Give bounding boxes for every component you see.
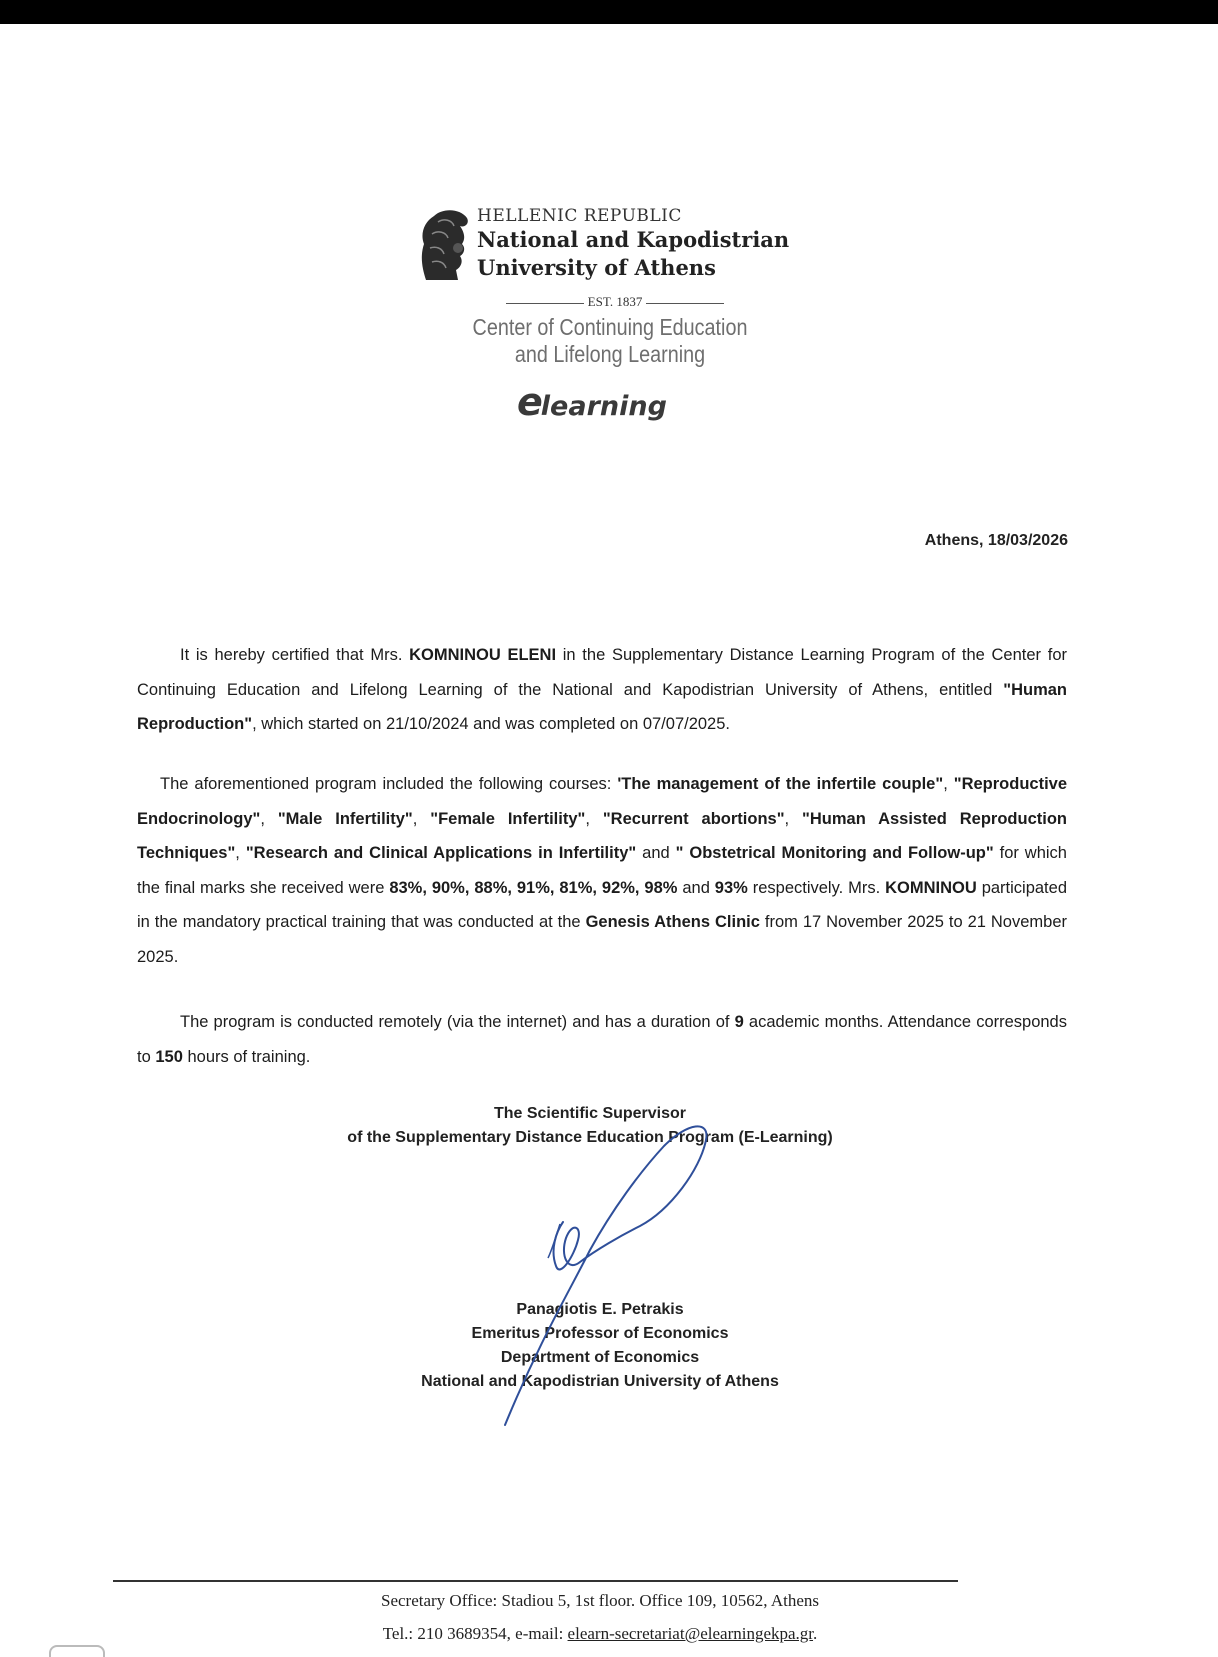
divider — [506, 303, 584, 304]
athena-emblem-icon — [420, 208, 472, 282]
recipient-name: KOMNINOU ELENI — [409, 646, 557, 664]
signer-block — [360, 1298, 840, 1394]
footer-contact — [250, 1617, 950, 1650]
center-name-line1: Center of Continuing Education — [472, 314, 748, 340]
course-7: "Research and Clinical Applications in Infertility" — [245, 844, 637, 862]
university-name-line2: University of Athens — [477, 255, 716, 280]
footer — [250, 1584, 950, 1650]
course-6: "Human Assisted Reproduction Techniques" — [137, 809, 1068, 862]
supervisor-heading — [300, 1102, 880, 1150]
top-black-bar — [0, 0, 1218, 24]
signature-stroke — [548, 1224, 560, 1258]
signer-institution: National and Kapodistrian University of Athens — [421, 1373, 779, 1390]
footer-divider — [113, 1580, 958, 1582]
text: participated in the mandatory practical training that was conducted at the — [137, 878, 1067, 931]
hellenic-republic: HELLENIC REPUBLIC — [477, 206, 682, 226]
university-name-line1: National and Kapodistrian — [477, 227, 790, 252]
course-5: "Recurrent abortions" — [602, 809, 785, 828]
corner-artifact — [49, 1645, 105, 1657]
program-title: "Human Reproduction" — [137, 680, 1067, 733]
supervisor-line2: of the Supplementary Distance Education Program (E-Learning) — [347, 1129, 833, 1146]
text: and — [677, 878, 715, 897]
duration-paragraph — [137, 1005, 1067, 1074]
elearning-logo — [517, 380, 667, 424]
footer-address: Secretary Office: Stadiou 5, 1st floor. Office 109, 10562, Athens — [381, 1591, 819, 1610]
text: hours of training. — [182, 1047, 311, 1066]
established-year: EST. 1837 — [587, 294, 643, 309]
text: The aforementioned program included the following courses: — [160, 775, 618, 793]
signer-title: Emeritus Professor of Economics — [471, 1325, 729, 1342]
course-1: 'The management of the infertile couple" — [617, 775, 944, 793]
center-name-line2: and Lifelong Learning — [514, 341, 706, 367]
divider — [646, 303, 724, 304]
training-hours: 150 — [155, 1047, 183, 1066]
date-line: Athens, 18/03/2026 — [924, 532, 1068, 549]
text: academic months. Attendance corresponds to — [137, 1013, 1067, 1066]
text: from 17 November 2025 to 21 November 2025. — [137, 913, 1068, 966]
course-4: "Female Infertility" — [430, 809, 586, 828]
text: in the Supplementary Distance Learning Program of the Center for Continuing Education and Lifelong Learning of the National and Kapodistrian University of Athens, entitled — [137, 646, 1067, 699]
elearning-logo-e: e — [517, 380, 543, 424]
course-marks: 83%, 90%, 88%, 91%, 81%, 92%, 98% — [389, 878, 678, 897]
established-line — [480, 294, 750, 310]
courses-paragraph: The aforementioned program included the following courses: 'The management of the infertile couple", "Reproductive Endocrinology", "Male Infertility", "Female Infertility", "Recurrent abortions", "Human Assisted Reproduction Techniques", "Research and Clinical Applications in Infertility" and " Obstetrical Monitoring and Follow-up" for which the final marks she received were 83%, 90%, 88%, 91%, 81%, 92%, 98% and 93% respectively. Mrs. KOMNINOU participated in the mandatory practical training that was conducted at the Genesis Athens Clinic from 17 November 2025 to 21 November 2025. — [137, 775, 1068, 966]
certification-paragraph — [137, 638, 1067, 742]
recipient-surname: KOMNINOU — [885, 878, 977, 897]
footer-email-link[interactable]: elearn-secretariat@elearningekpa.gr — [567, 1624, 814, 1643]
course-2: "Reproductive Endocrinology" — [137, 775, 1068, 828]
duration-months: 9 — [734, 1013, 744, 1031]
footer-tel: Tel.: 210 3689354, e-mail: — [382, 1624, 568, 1643]
signer-name: Panagiotis E. Petrakis — [516, 1301, 684, 1318]
text: for which the final marks she received were — [137, 844, 1067, 897]
course-8: " Obstetrical Monitoring and Follow-up" — [675, 844, 994, 862]
center-name — [421, 314, 799, 368]
text: and — [636, 844, 676, 862]
text: , which started on 21/10/2024 and was completed on 07/07/2025. — [252, 715, 730, 733]
text: . — [813, 1624, 818, 1643]
last-mark: 93% — [714, 878, 748, 897]
text: The program is conducted remotely (via the internet) and has a duration of — [180, 1013, 735, 1031]
text: It is hereby certified that Mrs. — [180, 646, 410, 664]
supervisor-line1: The Scientific Supervisor — [493, 1105, 687, 1122]
text: Mrs. — [843, 878, 886, 897]
clinic-name: Genesis Athens Clinic — [585, 913, 760, 931]
text: respectively. — [747, 878, 844, 897]
signer-department: Department of Economics — [500, 1349, 700, 1366]
university-name-block — [477, 206, 789, 282]
elearning-logo-text: learning — [540, 391, 667, 422]
course-3: "Male Infertility" — [277, 809, 413, 828]
